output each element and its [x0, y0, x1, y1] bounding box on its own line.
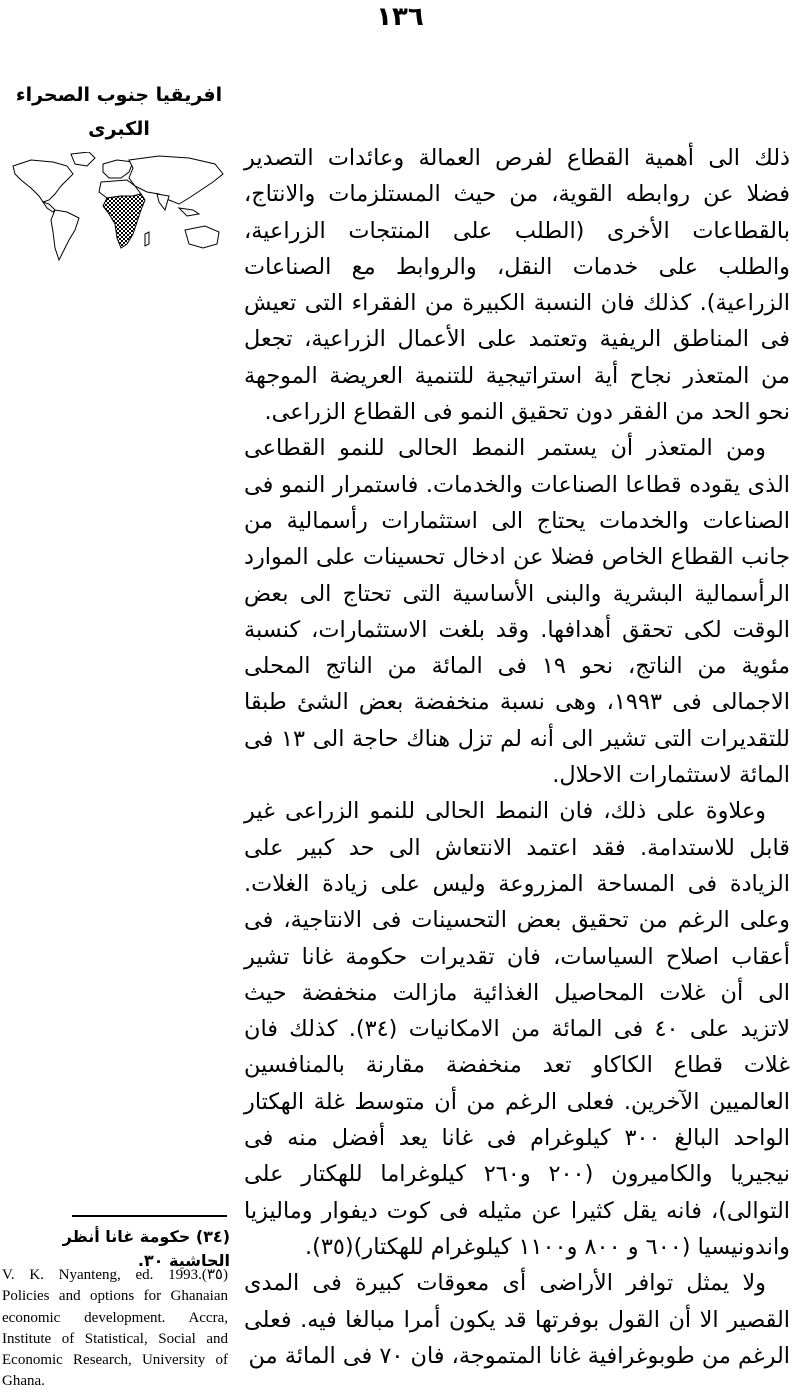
- footnote-divider: [72, 1215, 227, 1217]
- footnote-35-text: V. K. Nyanteng, ed. 1993. Policies and options for Ghanaian economic development. Accra, Institute of Statistical, Social and Economic Research, University of Ghana.: [2, 1267, 228, 1390]
- footnote-35: [2, 1265, 228, 1393]
- sidebar-title-line1: افريقيا جنوب الصحراء: [15, 84, 223, 106]
- paragraph-3: وعلاوة على ذلك، فان النمط الحالى للنمو الزراعى غير قابل للاستدامة. فقد اعتمد الانتعاش الى حد كبير على الزيادة فى المساحة المزروعة وليس على زيادة الغلات. وعلى الرغم من تحقيق بعض التحسينات فى الانتاجية، فى أعقاب اصلاح السياسات، فان تقديرات حكومة غانا تشير الى أن غلات المحاصيل الغذائية مازالت منخفضة حيث لاتزيد على ٤٠ فى المائة من الامكانيات (٣٤). كذلك فان غلات قطاع الكاكاو تعد منخفضة مقارنة بالمنافسين العالميين الآخرين. فعلى الرغم من أن متوسط غلة الهكتار الواحد البالغ ٣٠٠ كيلوغرام فى غانا يعد أفضل منه فى نيجيريا والكاميرون (٢٠٠ و٢٦٠ كيلوغراما للهكتار على التوالى)، فانه يقل كثيرا عن مثيله فى كوت ديفوار وماليزيا واندونيسيا (٦٠٠ و ٨٠٠ و١١٠٠ كيلوغرام للهكتار)(٣٥).: [244, 798, 791, 1260]
- paragraph-1: ذلك الى أهمية القطاع لفرص العمالة وعائدات التصدير فضلا عن روابطه القوية، من حيث المستلزمات والانتاج، بالقطاعات الأخرى (الطلب على المنتجات الزراعية، والطلب على خدمات النقل، والروابط مع الصناعات الزراعية). كذلك فان النسبة الكبيرة من الفقراء التى تعيش فى المناطق الريفية وتعتمد على الأعمال الزراعية، تجعل من المتعذر نجاح أية استراتيجية للتنمية العريضة الموجهة نحو الحد من الفقر دون تحقيق النمو فى القطاع الزراعى.: [244, 145, 790, 426]
- footnote-35-mark: (٣٥): [201, 1267, 228, 1283]
- footnote-34: (٣٤) حكومة غانا أنظر الحاشية ٣٠.: [62, 1227, 230, 1270]
- world-map-icon: [9, 152, 229, 262]
- paragraph-2: ومن المتعذر أن يستمر النمط الحالى للنمو القطاعى الذى يقوده قطاعا الصناعات والخدمات. فاستمرار النمو فى الصناعات والخدمات يحتاج الى استثمارات رأسمالية من جانب القطاع الخاص فضلا عن ادخال تحسينات على الموارد الرأسمالية البشرية والبنى الأساسية التى تحتاج الى بعض الوقت لكى تحقق أهدافها. وقد بلغت الاستثمارات، كنسبة مئوية من الناتج، نحو ١٩ فى المائة من الناتج المحلى الاجمالى فى ١٩٩٣، وهى نسبة منخفضة بعض الشئ طبقا للتقديرات التى تشير الى أنه لم تزل هناك حاجة الى ١٣ فى المائة لاستثمارات الاحلال.: [244, 435, 790, 789]
- sidebar-note: [5, 78, 233, 262]
- page-number: ١٣٦: [376, 2, 424, 32]
- main-body-text: [244, 140, 790, 1374]
- sidebar-title-line2: الكبرى: [88, 118, 150, 140]
- paragraph-4: ولا يمثل توافر الأراضى أى معوقات كبيرة فى المدى القصير الا أن القول بوفرتها قد يكون أمرا مبالغا فيه. فعلى الرغم من طوبوغرافية غانا المتموجة، فان ٧٠ فى المائة من: [244, 1270, 790, 1369]
